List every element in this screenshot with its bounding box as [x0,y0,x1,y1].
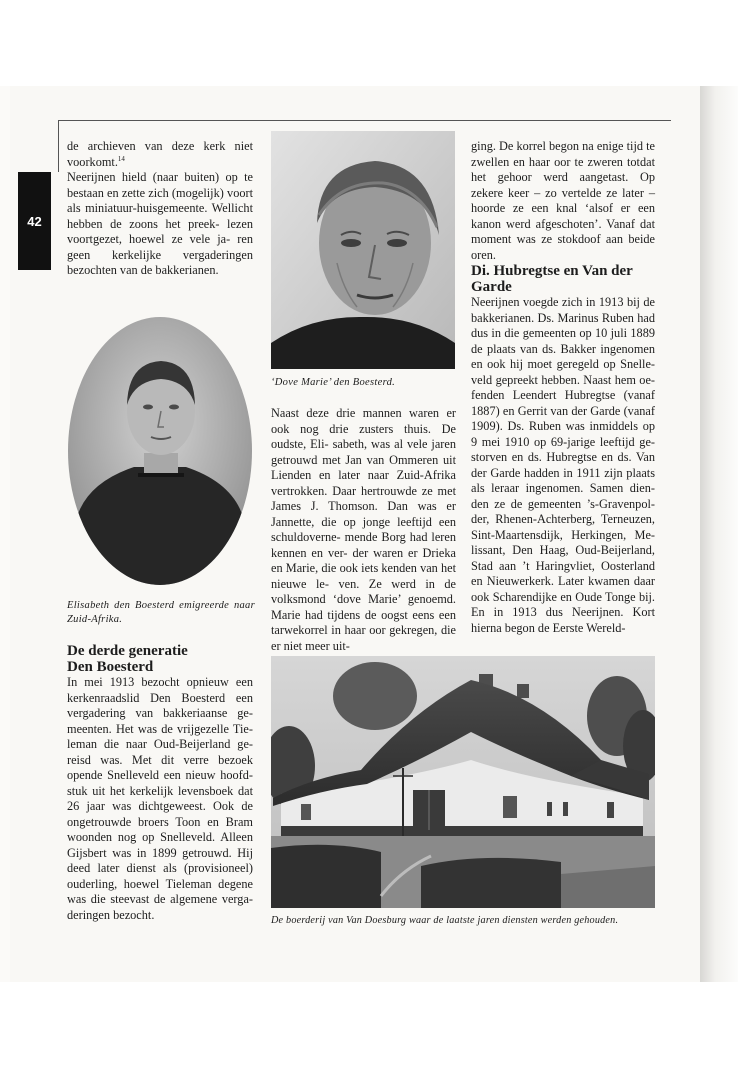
photo-dove-marie [271,131,455,369]
text-line: Naast deze drie mannen waren er ook [271,406,456,436]
text-line: Neerijnen voegde zich in 1913 bij de [471,295,655,309]
section-hubregtse [471,263,655,636]
text-line: der waren er Drieka en Marie, die [271,545,456,575]
text-line: voort als miniatuur-huisgemeente. [67,185,254,215]
scan-margin-bottom [0,982,738,1068]
text-line: ging. De korrel begon na enige tijd te [471,139,655,153]
caption-line: Elisabeth den Boesterd emigreerde [67,600,230,611]
text-line: den ze de gemeenten ’s-Gravenpol- [471,496,655,511]
text-line: meenten. Het was de vrijgezelle Tie- [67,721,253,736]
text-line: Stad aan ’t Haringvliet, Oosterland [471,558,655,573]
photo-farmhouse-scene [271,656,655,908]
text-line: Gijsbert was in 1899 getrouwd. Hij [67,845,253,860]
heading-line: Den Boesterd [67,659,154,675]
text-line: leman die naar Oud-Beijerland ge- [67,737,253,751]
col2-text [271,406,456,654]
heading-line: Garde [471,279,512,295]
caption-line: naar Zuid-Afrika. [67,600,255,625]
text-line: deed later dienst als (provisioneel) [67,861,253,875]
text-line: en ook hij moet geregeld op Snelle- [471,357,655,371]
text-line: afgeschoten’. Vanaf dat moment was [471,216,655,246]
text-line: fenden Leendert Hubregtse (vanaf [471,388,655,402]
text-line: bezochten van de bakkerianen. [67,263,219,277]
text-line: veld gepreekt hebben. Naast hem oe- [471,372,655,387]
heading-line: Di. Hubregtse en Van der [471,263,633,279]
text-line: Wellicht hebben de zoons het preek- [67,201,253,231]
text-line: met Jan van Ommeren uit Lienden en [271,452,456,482]
photo-dove-marie-portrait [271,131,455,369]
text-line: 9 mei 1910 op 69-jarige leeftijd ge- [471,434,655,449]
text-line: ze een knal ‘alsof er een kanon werd [471,201,656,231]
text-line: Sint-Maartensdijk, Herkingen, Me- [471,527,655,542]
footnote-ref: 14 [117,154,125,163]
caption-dove-marie: ‘Dove Marie’ den Boesterd. [271,377,396,388]
scan-margin-top [0,0,738,86]
text-line: de archieven van deze kerk niet [67,139,253,153]
text-line: ren geen kerkelijke vergaderingen [67,232,253,262]
text-line: ze stokdoof aan beide oren. [471,232,656,262]
text-line: ven. Ze werd in de volksmond ‘dove [271,576,456,606]
text-line: ook iets kenden van het nieuwe le- [271,561,457,591]
text-line: oor gekregen, die er niet meer uit- [271,623,457,653]
text-line: reisd was. Met dit verre bezoek [67,752,253,767]
text-line: sabeth, was al vele jaren getrouwd [271,437,457,467]
derde-paragraph [67,675,253,923]
text-line: keer – zo vertelde ze later – hoorde [471,185,655,215]
text-line: ook Scharendijke en Oude Tonge bij. [471,589,655,604]
text-line: de plaats van ds. Bakker ingenomen [471,341,655,356]
header-rule-corner [58,120,59,172]
text-line: was die steevast de algemene verga- [67,892,253,906]
text-line: ongetrouwde broers Toon en Bram [67,814,253,829]
page-number-tab [18,172,51,270]
text-line: als leraar ingenomen. Samen dien- [471,481,655,495]
text-line: opende Snelleveld een nieuw hoofd- [67,768,253,782]
text-line: lezen voortgezet, hoewel ze vele ja- [67,216,253,246]
page-number: 42 [27,214,42,229]
col3-paragraph [471,139,655,263]
col1-text [67,139,253,279]
text-line: dus in die gemeenten op 10 juli 1889 [471,326,655,340]
photo-elisabeth-portrait [66,315,254,588]
col3-text [471,139,655,263]
heading-derde-generatie [67,643,253,675]
caption-elisabeth [67,599,255,627]
text-line: Kort hierna begon de Eerste Wereld- [471,605,655,635]
caption-farmhouse: De boerderij van Van Doesburg waar de laatste jaren diensten werden gehouden. [271,915,619,926]
text-line: Thomson. Dan was er Jannette, die [271,499,456,529]
text-line: voorkomt. [67,154,118,169]
text-line: der Garde hadden in 1911 zijn plaats [471,465,655,480]
text-line: 1887) en Gerrit van der Garde (vanaf [471,403,655,418]
photo-elisabeth [66,315,254,588]
text-line: op jonge leeftijd een schuldoverne- [271,514,456,544]
text-line: Daar hertrouwde ze met James J. [271,483,457,513]
photo-farmhouse [271,656,655,908]
text-line: 1909). Ds. Ruben was inmiddels op [471,419,655,433]
col1-paragraph-2 [67,170,253,279]
heading-hubregtse [471,263,655,295]
text-line: In mei 1913 bezocht opnieuw een [67,675,253,689]
col2-paragraph [271,406,456,654]
page-edge-shadow [700,86,738,982]
text-line: zwellen en haar oor te zweren totdat [471,154,655,169]
col1-paragraph-1 [67,139,253,170]
text-line: het gehoor werd aangetast. Op zekere [471,170,655,200]
text-line: later naar Zuid-Afrika vertrokken. [271,468,456,498]
text-line: Marie’ genoemd. Marie had tijdens [271,592,456,622]
text-line: Neerijnen hield (naar buiten) op te [67,170,253,184]
text-line: stuk uit het kerkelijk levensboek dat [67,783,253,798]
text-line: en Nieuwerkerk. Later kwamen daar [471,574,655,588]
section-derde-generatie [67,643,253,923]
heading-line: De derde generatie [67,643,188,659]
text-line: vergadering van bakkeriaanse ge- [67,706,253,720]
text-line: woonden nog op Snelleveld. Alleen [67,830,253,844]
text-line: der, Rhenen-Achterberg, Terneuzen, [471,512,655,526]
text-line: mende Borg had leren kennen en ver- [271,530,457,560]
text-line: bestaan en zette zich (mogelijk) [67,185,224,200]
text-line: de oogst eens een tarwekorrel in haar [271,607,456,637]
text-line: storven en ds. Hubregtse en ds. Van [471,450,655,464]
text-line: nog drie zusters thuis. De oudste, Eli- [271,421,456,451]
text-line: bakkerianen. Ds. Marinus Ruben had [471,310,655,325]
text-line: kerkenraadslid Den Boesterd een [67,690,253,705]
text-line: deringen bezocht. [67,907,155,922]
text-line: ouderling, hoewel Tieleman degene [67,876,253,891]
text-line: lissant, Den Haag, Oud-Beijerland, [471,543,655,557]
hubregtse-paragraph [471,295,655,636]
header-rule [58,120,671,121]
text-line: 26 jaar was dichtgeweest. Ook de [67,799,253,813]
text-line: En in 1913 dus Neerijnen. [471,605,624,619]
